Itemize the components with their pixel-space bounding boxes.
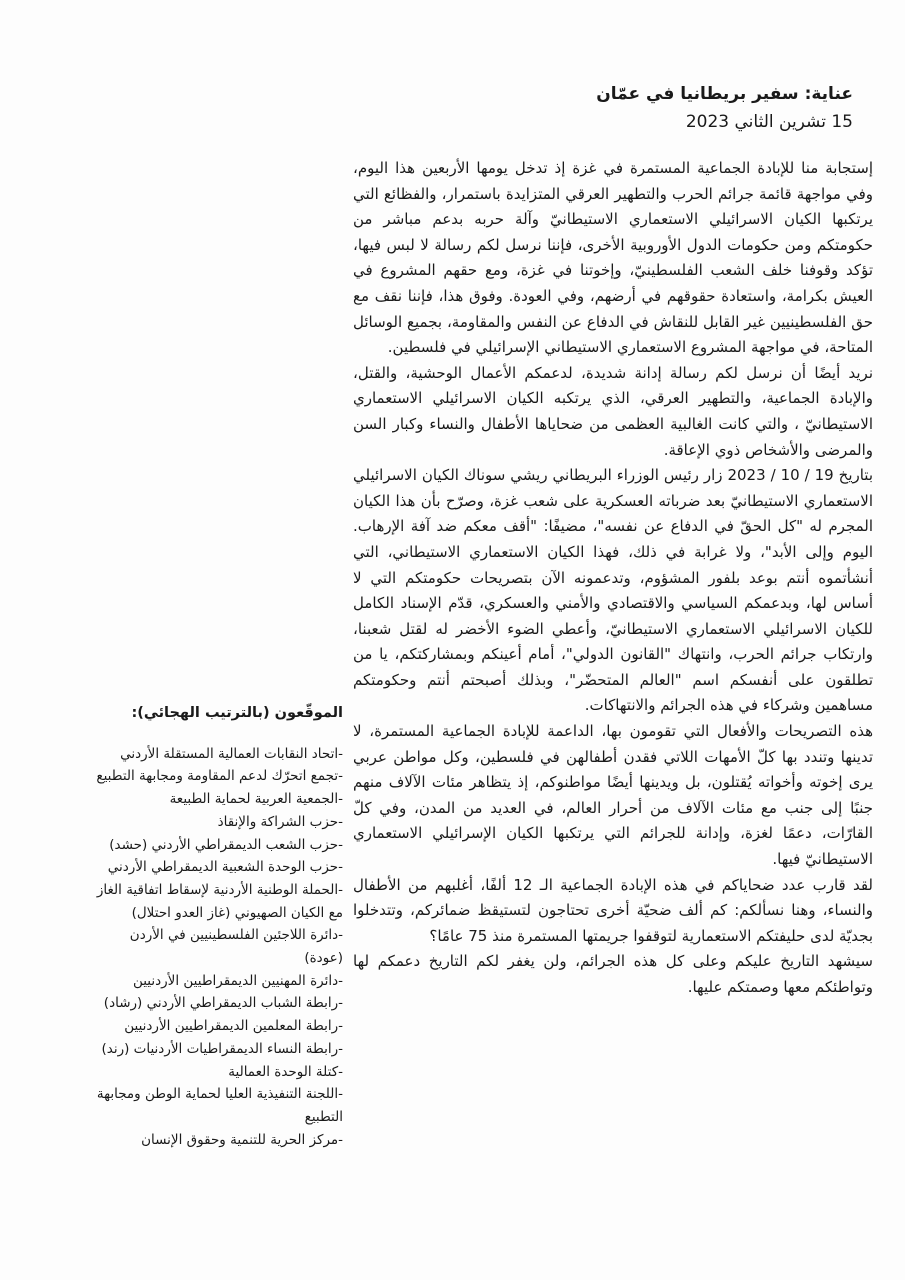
signatories-title: الموقّعون (بالترتيب الهجائي): [131,705,343,721]
body-paragraph-5: لقد قارب عدد ضحاياكم في هذه الإبادة الجماعية الـ 12 ألفًا، أغلبهم من الأطفال والنساء، وهنا نسألكم: كم ألف ضحيّة أخرى تحتاجون لتستيقظ ضمائركم، وتتدخلوا بجديّة لدى حليفتكم الاستعمارية لتوقفوا جريمتها المستمرة منذ 75 عامًا؟ [353,875,873,945]
body-paragraph-4: هذه التصريحات والأفعال التي تقومون بها، الداعمة للإبادة الجماعية المستمرة، لا تدينها وتندد بها كلّ الأمهات اللاتي فقدن أطفالهن في فلسطين، وكل مواطن عربي يرى إخوته وأخواته يُقتلون، بل ويدينها أيضًا مواطنوكم، إذ يتظاهر مئات الآلاف منهم جنبًا إلى جنب مع مئات الآلاف من أحرار العالم، في العديد من المدن، وفي كلّ القارّات، دعمًا لغزة، وإدانة للجرائم التي يرتكبها الكيان الإسرائيلي الاستعماري الاستيطانيّ فيها. [353,722,873,869]
body-paragraph-6: سيشهد التاريخ عليكم وعلى كل هذه الجرائم، ولن يغفر لكم التاريخ دعمكم لها وتواطئكم معها وصمتكم عليها. [353,952,873,996]
signatory-item: -رابطة الشباب الديمقراطي الأردني (رشاد) [103,995,343,1012]
signatory-item: -كتلة الوحدة العمالية [228,1063,343,1080]
signatory-item: -حزب الشراكة والإنقاذ [217,813,343,830]
signatory-item: -الجمعية العربية لحماية الطبيعة [169,791,343,808]
signatory-item: -حزب الوحدة الشعبية الديمقراطي الأردني [107,859,343,876]
signatory-item: -دائرة المهنيين الديمقراطيين الأردنيين [132,972,343,989]
signatories-list [93,743,343,1152]
signatories-section [93,702,343,1151]
signatory-item: -تجمع اتحرّك لدعم المقاومة ومجابهة التطبيع [96,768,343,785]
letter-body [353,156,873,1001]
signatory-item: -رابطة المعلمين الديمقراطيين الأردنيين [124,1018,343,1035]
addressee-line: عناية: سفير بريطانيا في عمّان [596,84,853,104]
letter-header [493,80,853,136]
signatory-item: -حزب الشعب الديمقراطي الأردني (حشد) [109,836,343,853]
signatory-item: -الحملة الوطنية الأردنية لإسقاط اتفاقية الغاز مع الكيان الصهيوني (غاز العدو احتلال) [96,881,343,921]
body-paragraph-3: بتاريخ 19 / 10 / 2023 زار رئيس الوزراء البريطاني ريشي سوناك الكيان الاسرائيلي الاستعماري الاستيطانيّ بعد ضرباته العسكرية على شعب غزة، وصرّح بأن هذا الكيان المجرم له "كل الحقّ في الدفاع عن نفسه"، مضيفًا: "أقف معكم ضد آفة الإرهاب. اليوم وإلى الأبد"، ولا غرابة في ذلك، فهذا الكيان الاستعماري الاستيطاني، التي أنشأتموه أنتم بوعد بلفور المشؤوم، وتدعمونه الآن بتصريحات حكومتكم التي لا أساس لها، وبدعمكم السياسي والاقتصادي والأمني والعسكري، قدّم الإسناد الكامل للكيان الاسرائيلي الاستعماري الاستيطانيّ، وأعطي الضوء الأخضر له لقتل شعبنا، وارتكاب جرائم الحرب، وانتهاك "القانون الدولي"، أمام أعينكم وبمشاركتكم، يا من تطلقون على أنفسكم اسم "العالم المتحضّر"، وبذلك أصبحتم أنتم وحكومتكم مساهمين وشركاء في هذه الجرائم والانتهاكات. [353,466,874,715]
signatory-item: -مركز الحرية للتنمية وحقوق الإنسان [141,1131,343,1148]
signatory-item: -اللجنة التنفيذية العليا لحماية الوطن ومجابهة التطبيع [96,1086,343,1125]
signatory-item: -رابطة النساء الديمقراطيات الأردنيات (رند) [101,1040,343,1057]
letter-date: 15 تشرين الثاني 2023 [685,112,853,132]
signatory-item: -اتحاد النقابات العمالية المستقلة الأردني [120,745,343,762]
body-paragraph-2: نريد أيضًا أن نرسل لكم رسالة إدانة شديدة، لدعمكم الأعمال الوحشية، والقتل، والإبادة الجماعية، والتطهير العرقي، الذي يرتكبه الكيان الاسرائيلي الاستعماري الاستيطانيّ ، والتي كانت الغالبية العظمى من ضحاياها الأطفال والنساء وكبار السن والمرضى والأشخاص ذوي الإعاقة. [353,363,873,459]
signatory-item: -دائرة اللاجئين الفلسطينيين في الأردن (عودة) [129,927,343,967]
body-paragraph-1: إستجابة منا للإبادة الجماعية المستمرة في غزة إذ تدخل يومها الأربعين هذا اليوم، وفي مواجهة قائمة جرائم الحرب والتطهير العرقي المتزايدة باستمرار، والفظائع التي يرتكبها الكيان الاسرائيلي الاستعماري الاستيطانيّ وآلة حربه بدعم مباشر من حكومتكم ومن حكومات الدول الأوروبية الأخرى، فإننا نرسل لكم رسالة لا لبس فيها، تؤكد وقوفنا خلف الشعب الفلسطينيّ، وإخوتنا في غزة، ومع حقهم المشروع في العيش بكرامة، واستعادة حقوقهم في أرضهم، وفي العودة. وفوق هذا، فإننا نقف مع حق الفلسطينيين غير القابل للنقاش في الدفاع عن النفس والمقاومة، بجميع الوسائل المتاحة، في مواجهة المشروع الاستعماري الاستيطاني الإسرائيلي في فلسطين. [353,159,873,357]
